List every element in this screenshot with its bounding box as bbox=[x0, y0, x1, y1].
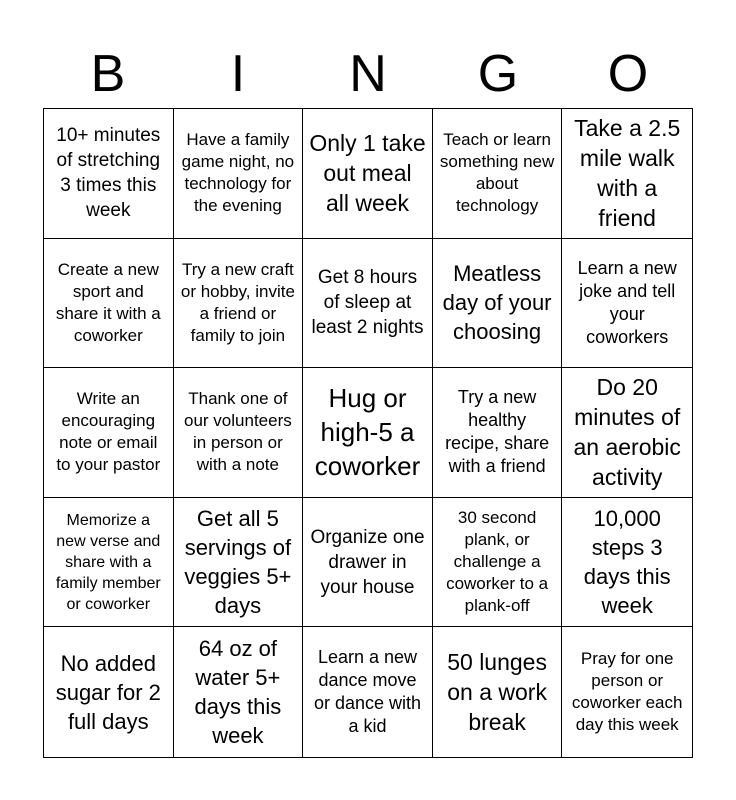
bingo-cell-r4-c3[interactable] bbox=[303, 498, 433, 628]
bingo-cell-r2-c5[interactable] bbox=[562, 239, 692, 369]
bingo-cell-text: Pray for one person or coworker each day this week bbox=[571, 649, 683, 735]
bingo-cell-r1-c5[interactable] bbox=[562, 109, 692, 239]
bingo-cell-text: Meatless day of your choosing bbox=[442, 261, 552, 345]
header-letter-g: G bbox=[477, 45, 519, 103]
bingo-cell-text: Try a new healthy recipe, share with a friend bbox=[445, 387, 550, 477]
bingo-cell-r5-c2[interactable] bbox=[174, 627, 304, 757]
bingo-cell-text: Learn a new joke and tell your coworkers bbox=[577, 257, 677, 347]
bingo-cell-text: 64 oz of water 5+ days this week bbox=[194, 636, 282, 749]
bingo-cell-r4-c2[interactable] bbox=[174, 498, 304, 628]
bingo-cell-r1-c4[interactable] bbox=[433, 109, 563, 239]
bingo-cell-r4-c5[interactable] bbox=[562, 498, 692, 628]
bingo-cell-text: 30 second plank, or challenge a coworker to a plank-off bbox=[446, 508, 549, 616]
bingo-cell-text: Organize one drawer in your house bbox=[310, 526, 425, 598]
bingo-cell-r3-c3[interactable] bbox=[303, 368, 433, 498]
bingo-header bbox=[43, 40, 693, 108]
bingo-cell-text: Write an encouraging note or email to your pastor bbox=[56, 389, 161, 475]
bingo-cell-text: Only 1 take out meal all week bbox=[309, 130, 426, 217]
bingo-cell-text: Get all 5 servings of veggies 5+ days bbox=[184, 506, 292, 619]
bingo-cell-text: Thank one of our volunteers in person or with a note bbox=[184, 389, 292, 475]
bingo-cell-r3-c4[interactable] bbox=[433, 368, 563, 498]
bingo-cell-r2-c3[interactable] bbox=[303, 239, 433, 369]
bingo-cell-r5-c1[interactable] bbox=[44, 627, 174, 757]
bingo-cell-r1-c1[interactable] bbox=[44, 109, 174, 239]
header-letter-i: I bbox=[230, 45, 246, 103]
bingo-cell-r1-c2[interactable] bbox=[174, 109, 304, 239]
bingo-cell-r5-c5[interactable] bbox=[562, 627, 692, 757]
bingo-card-grid bbox=[43, 108, 693, 758]
bingo-cell-r1-c3[interactable] bbox=[303, 109, 433, 239]
bingo-cell-r2-c4[interactable] bbox=[433, 239, 563, 369]
bingo-cell-text: Try a new craft or hobby, invite a friend or family to join bbox=[180, 259, 295, 345]
bingo-cell-text: Take a 2.5 mile walk with a friend bbox=[574, 115, 681, 232]
bingo-cell-r3-c5[interactable] bbox=[562, 368, 692, 498]
bingo-cell-text: Do 20 minutes of an aerobic activity bbox=[573, 374, 681, 491]
bingo-cell-text: No added sugar for 2 full days bbox=[55, 650, 161, 734]
bingo-cell-r5-c4[interactable] bbox=[433, 627, 563, 757]
bingo-cell-text: 50 lunges on a work break bbox=[447, 649, 547, 736]
bingo-cell-r4-c1[interactable] bbox=[44, 498, 174, 628]
bingo-cell-text: Hug or high-5 a coworker bbox=[314, 383, 421, 482]
bingo-cell-r3-c1[interactable] bbox=[44, 368, 174, 498]
bingo-cell-text: Teach or learn something new about technology bbox=[439, 130, 555, 216]
bingo-cell-r2-c1[interactable] bbox=[44, 239, 174, 369]
bingo-cell-text: Learn a new dance move or dance with a kid bbox=[313, 647, 422, 737]
bingo-cell-text: Memorize a new verse and share with a family member or coworker bbox=[55, 511, 161, 613]
bingo-cell-r5-c3[interactable] bbox=[303, 627, 433, 757]
bingo-cell-text: Create a new sport and share it with a coworker bbox=[55, 259, 161, 345]
header-letter-o: O bbox=[607, 45, 649, 103]
bingo-cell-text: 10,000 steps 3 days this week bbox=[583, 506, 671, 619]
bingo-cell-text: Get 8 hours of sleep at least 2 nights bbox=[311, 267, 424, 339]
header-letter-n: N bbox=[349, 45, 387, 103]
bingo-cell-text: Have a family game night, no technology for the evening bbox=[181, 130, 295, 216]
bingo-cell-text: 10+ minutes of stretching 3 times this week bbox=[56, 125, 161, 222]
bingo-cell-r3-c2[interactable] bbox=[174, 368, 304, 498]
bingo-cell-r2-c2[interactable] bbox=[174, 239, 304, 369]
bingo-cell-r4-c4[interactable] bbox=[433, 498, 563, 628]
header-letter-b: B bbox=[90, 45, 126, 103]
